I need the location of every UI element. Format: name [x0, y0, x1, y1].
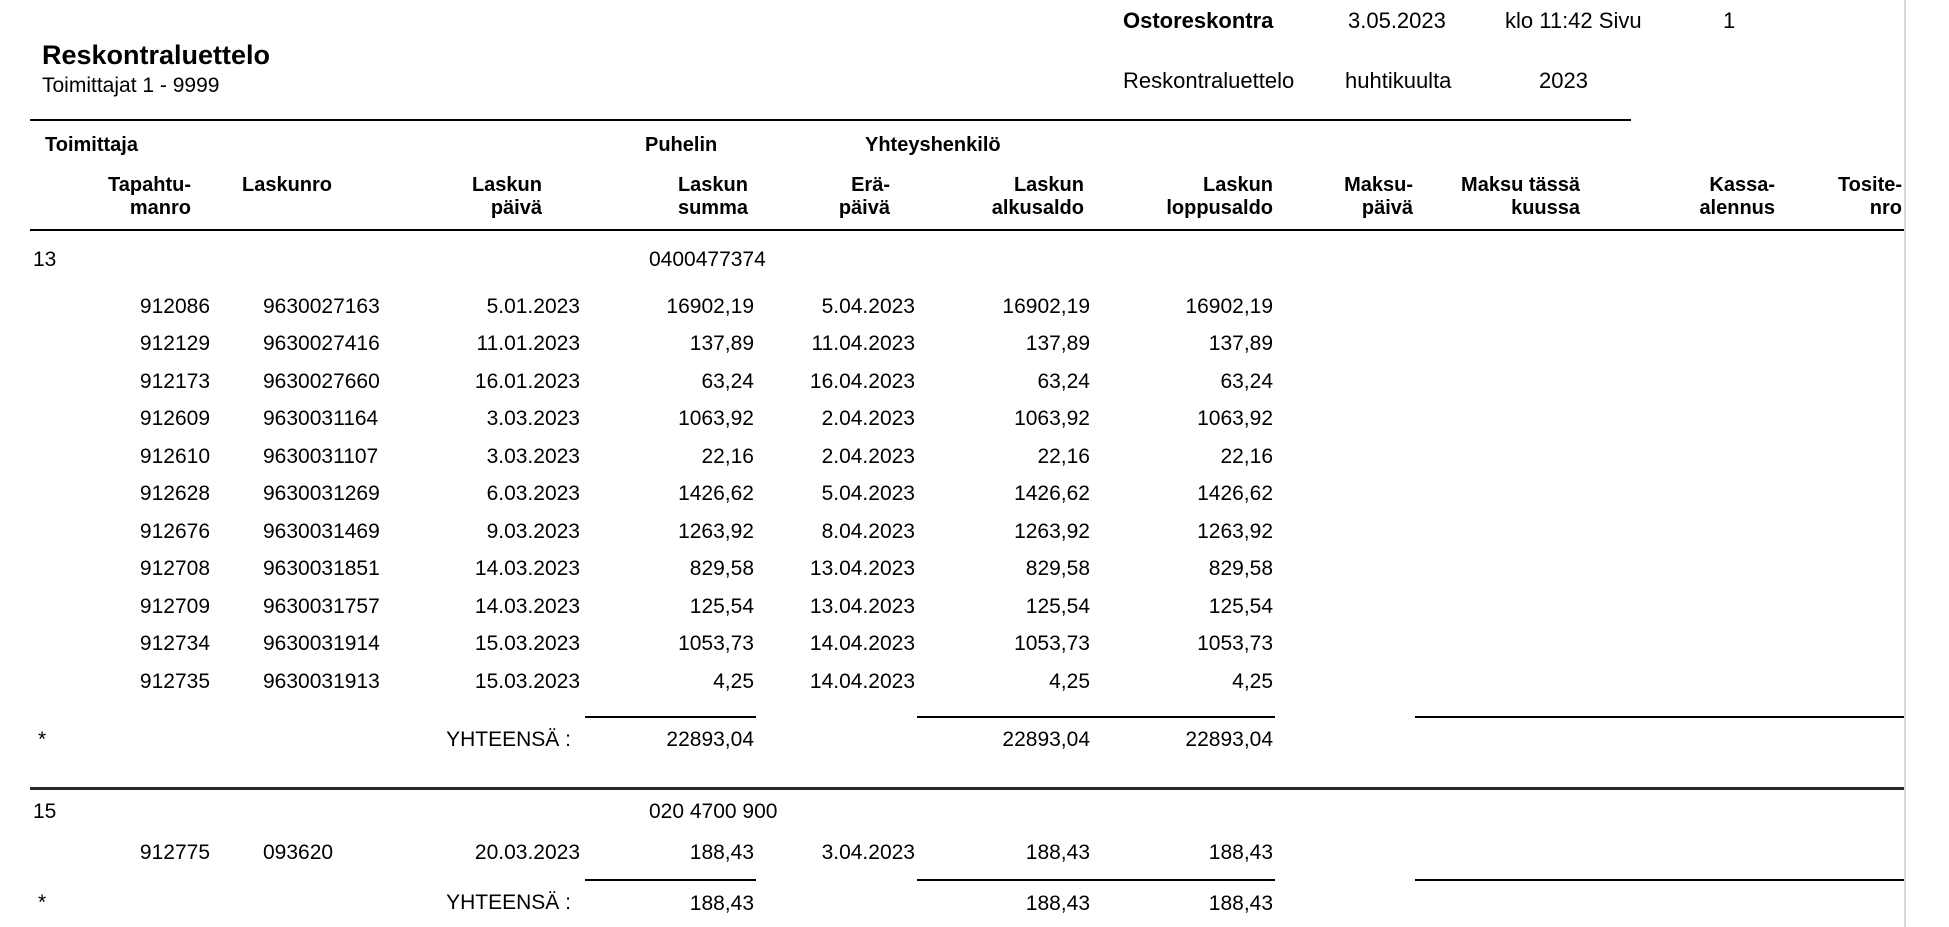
total-underline — [585, 701, 756, 717]
column-header-line1: Laskun — [677, 174, 748, 196]
cell-laskun_paiva: 3.03.2023 — [486, 444, 580, 468]
cell-laskun_summa: 4,25 — [713, 669, 754, 693]
header-rule — [30, 119, 1631, 121]
column-header-alkusaldo — [917, 168, 1092, 230]
total-row — [30, 880, 1904, 926]
underline-spacer — [210, 872, 440, 880]
total-underline — [1582, 872, 1904, 880]
cell-loppusaldo: 1263,92 — [1197, 519, 1274, 543]
invoice-row — [30, 288, 1904, 326]
ledger-table — [30, 122, 1904, 926]
cell-tapahtumanro: 912628 — [139, 482, 210, 506]
cell-kassa_alennus — [1582, 438, 1777, 476]
group-header-puhelin: Puhelin — [645, 133, 718, 156]
page-number: 1 — [1723, 8, 1736, 33]
cell-maksupaiva — [1275, 551, 1415, 589]
cell-maksu_kuussa — [1415, 663, 1582, 701]
cell-tositenro — [1777, 513, 1904, 551]
group-header-yhteyshenkilo: Yhteyshenkilö — [865, 133, 1001, 156]
invoice-row — [30, 476, 1904, 514]
cell-erapaiva: 3.04.2023 — [821, 841, 915, 865]
invoice-row — [30, 663, 1904, 701]
cell-maksu_kuussa — [1415, 626, 1582, 664]
row-indent-cell — [30, 551, 100, 589]
total-marker-cell: * — [38, 891, 47, 914]
cell-alkusaldo: 63,24 — [1037, 369, 1090, 393]
cell-laskun_summa: 137,89 — [689, 332, 754, 356]
underline-spacer — [1275, 872, 1415, 880]
cell-laskun_paiva: 6.03.2023 — [486, 482, 580, 506]
cell-alkusaldo: 188,43 — [1025, 841, 1090, 865]
column-header-line1: Maksu- — [1344, 174, 1414, 196]
underline-spacer — [756, 872, 917, 880]
total-label-cell: YHTEENSÄ : — [446, 891, 571, 914]
cell-tapahtumanro: 912609 — [139, 407, 210, 431]
cell-laskunro: 9630031914 — [263, 632, 380, 656]
cell-kassa_alennus — [1582, 626, 1777, 664]
cell-laskun_paiva: 3.03.2023 — [486, 407, 580, 431]
cell-erapaiva: 5.04.2023 — [821, 294, 915, 318]
column-header-laskunro — [210, 168, 440, 230]
cell-erapaiva: 14.04.2023 — [809, 669, 915, 693]
cell-alkusaldo: 4,25 — [1049, 669, 1090, 693]
cell-maksupaiva — [1275, 288, 1415, 326]
cell-loppusaldo: 137,89 — [1208, 332, 1274, 356]
cell-erapaiva: 16.04.2023 — [809, 369, 915, 393]
period-year: 2023 — [1539, 68, 1588, 93]
cell-laskun_paiva: 20.03.2023 — [474, 841, 580, 865]
column-header-line1: Laskun — [1013, 174, 1084, 196]
column-header-erapaiva — [756, 168, 917, 230]
underline-spacer — [100, 872, 210, 880]
row-indent-cell — [30, 626, 100, 664]
supplier-row — [30, 789, 1904, 835]
invoice-row — [30, 626, 1904, 664]
period-report-label: Reskontraluettelo — [1123, 68, 1295, 93]
cell-tositenro — [1777, 476, 1904, 514]
column-header-maksupaiva — [1275, 168, 1415, 230]
column-header-line2: alkusaldo — [991, 197, 1084, 219]
underline-spacer — [210, 701, 440, 717]
cell-laskun_paiva: 14.03.2023 — [474, 557, 580, 581]
supplier-gap-cell — [210, 789, 585, 835]
supplier-rest-cell — [917, 230, 1904, 288]
cell-kassa_alennus — [1582, 363, 1777, 401]
cell-laskun_summa: 125,54 — [689, 594, 754, 618]
cell-laskunro: 9630031107 — [263, 444, 379, 468]
cell-maksupaiva — [1275, 588, 1415, 626]
row-indent-cell — [30, 663, 100, 701]
cell-kassa_alennus — [1582, 588, 1777, 626]
underline-spacer — [1275, 701, 1415, 717]
total-spacer — [756, 880, 917, 926]
cell-loppusaldo: 188,43 — [1208, 841, 1274, 865]
invoice-row — [30, 401, 1904, 439]
section-separator — [30, 763, 1904, 789]
cell-maksu_kuussa — [1415, 476, 1582, 514]
row-indent-cell — [30, 363, 100, 401]
total-loppusaldo: 188,43 — [1208, 891, 1274, 915]
group-header-toimittaja: Toimittaja — [45, 133, 138, 156]
column-header-line1: Kassa- — [1709, 174, 1776, 196]
column-header-line2: loppusaldo — [1166, 197, 1274, 219]
cell-laskun_paiva: 9.03.2023 — [486, 519, 580, 543]
cell-laskunro: 9630031269 — [263, 482, 380, 506]
cell-laskun_summa: 1063,92 — [678, 407, 754, 431]
group-header-spacer — [210, 122, 440, 168]
group-header-row — [30, 122, 1904, 168]
cell-tapahtumanro: 912173 — [139, 369, 210, 393]
cell-tositenro — [1777, 551, 1904, 589]
cell-kassa_alennus — [1582, 401, 1777, 439]
cell-loppusaldo: 1426,62 — [1197, 482, 1274, 506]
cell-kassa_alennus — [1582, 551, 1777, 589]
total-marker-cell: * — [38, 727, 47, 751]
column-header-tositenro — [1777, 168, 1904, 230]
cell-erapaiva: 13.04.2023 — [809, 557, 915, 581]
time-and-page-label: klo 11:42 Sivu — [1505, 8, 1642, 33]
cell-erapaiva: 11.04.2023 — [811, 332, 915, 356]
cell-maksu_kuussa — [1415, 588, 1582, 626]
cell-alkusaldo: 1053,73 — [1014, 632, 1090, 656]
invoice-row — [30, 438, 1904, 476]
column-header-line2: nro — [1869, 197, 1903, 219]
cell-alkusaldo: 125,54 — [1025, 594, 1090, 618]
total-row — [30, 717, 1904, 763]
cell-laskun_summa: 1426,62 — [678, 482, 754, 506]
column-header-line1: Maksu tässä — [1461, 174, 1581, 196]
cell-laskun_paiva: 15.03.2023 — [474, 669, 580, 693]
invoice-row — [30, 835, 1904, 873]
cell-tapahtumanro: 912676 — [139, 519, 210, 543]
cell-loppusaldo: 4,25 — [1232, 669, 1274, 693]
row-indent-cell — [30, 438, 100, 476]
cell-laskunro: 9630031164 — [263, 407, 379, 431]
supplier-id-cell: 15 — [33, 800, 57, 824]
column-header-tapahtumanro — [100, 168, 210, 230]
cell-maksu_kuussa — [1415, 551, 1582, 589]
total-spacer — [100, 880, 210, 926]
cell-laskunro: 9630031913 — [263, 669, 380, 693]
cell-maksu_kuussa — [1415, 326, 1582, 364]
total-spacer — [756, 717, 917, 763]
total-spacer — [1275, 717, 1904, 763]
cell-kassa_alennus — [1582, 663, 1777, 701]
total-laskun-summa: 22893,04 — [666, 728, 754, 751]
cell-maksu_kuussa — [1415, 401, 1582, 439]
cell-laskunro: 9630031757 — [263, 594, 380, 618]
cell-alkusaldo: 829,58 — [1025, 557, 1090, 581]
underline-spacer — [30, 872, 100, 880]
cell-maksupaiva — [1275, 326, 1415, 364]
invoice-row — [30, 363, 1904, 401]
cell-tositenro — [1777, 326, 1904, 364]
supplier-row — [30, 230, 1904, 288]
cell-laskun_summa: 22,16 — [701, 444, 754, 468]
cell-kassa_alennus — [1582, 326, 1777, 364]
total-underline-row — [30, 701, 1904, 717]
cell-laskunro: 9630031469 — [263, 519, 380, 543]
cell-tositenro — [1777, 835, 1904, 873]
total-underline — [1415, 872, 1582, 880]
column-header-line1: Erä- — [851, 174, 890, 196]
cell-tositenro — [1777, 363, 1904, 401]
total-underline — [1092, 872, 1275, 880]
supplier-gap-cell — [210, 230, 585, 288]
cell-alkusaldo: 1063,92 — [1014, 407, 1090, 431]
ledger-table-body — [30, 230, 1904, 926]
cell-alkusaldo: 1263,92 — [1014, 519, 1090, 543]
cell-tositenro — [1777, 401, 1904, 439]
total-loppusaldo: 22893,04 — [1185, 728, 1274, 751]
cell-erapaiva: 5.04.2023 — [821, 482, 915, 506]
cell-laskun_paiva: 15.03.2023 — [474, 632, 580, 656]
cell-maksupaiva — [1275, 363, 1415, 401]
group-header-spacer — [1275, 122, 1904, 168]
underline-spacer — [440, 701, 585, 717]
print-date: 3.05.2023 — [1348, 8, 1446, 33]
report-title: Reskontraluettelo — [42, 40, 271, 70]
cell-loppusaldo: 16902,19 — [1185, 294, 1274, 318]
cell-laskunro: 9630027416 — [263, 332, 380, 356]
underline-spacer — [440, 872, 585, 880]
cell-kassa_alennus — [1582, 476, 1777, 514]
cell-maksu_kuussa — [1415, 835, 1582, 873]
cell-laskunro: 093620 — [263, 841, 334, 865]
cell-tapahtumanro: 912734 — [139, 632, 210, 656]
total-label-cell: YHTEENSÄ : — [446, 727, 571, 751]
underline-spacer — [756, 701, 917, 717]
column-header-line2: päivä — [838, 197, 890, 219]
cell-maksu_kuussa — [1415, 513, 1582, 551]
cell-alkusaldo: 16902,19 — [1002, 294, 1090, 318]
underline-spacer — [100, 701, 210, 717]
column-header-line2: summa — [677, 197, 748, 219]
cell-maksupaiva — [1275, 835, 1415, 873]
total-underline — [1415, 701, 1582, 717]
period-month: huhtikuulta — [1345, 68, 1452, 93]
total-underline — [1582, 701, 1904, 717]
cell-tositenro — [1777, 288, 1904, 326]
cell-loppusaldo: 63,24 — [1220, 369, 1274, 393]
column-header-spacer — [30, 168, 100, 230]
cell-maksupaiva — [1275, 513, 1415, 551]
cell-laskun_summa: 188,43 — [689, 841, 754, 865]
cell-maksupaiva — [1275, 663, 1415, 701]
cell-laskun_summa: 829,58 — [689, 557, 754, 581]
supplier-phone-cell: 0400477374 — [649, 247, 766, 271]
underline-spacer — [30, 701, 100, 717]
column-header-maksu_kuussa — [1415, 168, 1582, 230]
row-indent-cell — [30, 835, 100, 873]
column-header-line1: Laskun — [1202, 174, 1274, 196]
supplier-phone-cell: 020 4700 900 — [649, 800, 778, 824]
supplier-rest-cell — [917, 789, 1904, 835]
column-header-loppusaldo — [1092, 168, 1275, 230]
total-underline — [1092, 701, 1275, 717]
cell-maksu_kuussa — [1415, 438, 1582, 476]
cell-loppusaldo: 829,58 — [1208, 557, 1274, 581]
row-indent-cell — [30, 513, 100, 551]
cell-erapaiva: 8.04.2023 — [821, 519, 915, 543]
cell-tositenro — [1777, 438, 1904, 476]
row-indent-cell — [30, 401, 100, 439]
page-edge-line — [1904, 0, 1906, 927]
section-separator-line — [30, 763, 1904, 789]
cell-tositenro — [1777, 663, 1904, 701]
cell-tapahtumanro: 912735 — [139, 669, 210, 693]
cell-tapahtumanro: 912708 — [139, 557, 210, 581]
cell-loppusaldo: 22,16 — [1220, 444, 1274, 468]
supplier-id-cell: 13 — [33, 247, 57, 271]
cell-laskun_paiva: 5.01.2023 — [486, 294, 580, 318]
column-header-line1: Laskunro — [242, 174, 333, 196]
row-indent-cell — [30, 326, 100, 364]
cell-loppusaldo: 1053,73 — [1197, 632, 1274, 656]
cell-loppusaldo: 1063,92 — [1197, 407, 1274, 431]
cell-laskunro: 9630027660 — [263, 369, 380, 393]
cell-tapahtumanro: 912129 — [139, 332, 210, 356]
report-range-subtitle: Toimittajat 1 - 9999 — [42, 74, 220, 97]
cell-erapaiva: 13.04.2023 — [809, 594, 915, 618]
cell-tapahtumanro: 912610 — [139, 444, 210, 468]
cell-laskun_paiva: 11.01.2023 — [476, 332, 580, 356]
column-header-line2: päivä — [490, 197, 542, 219]
cell-laskun_summa: 63,24 — [701, 369, 754, 393]
cell-tapahtumanro: 912775 — [139, 841, 210, 865]
invoice-row — [30, 551, 1904, 589]
cell-tapahtumanro: 912086 — [139, 294, 210, 318]
cell-laskun_paiva: 16.01.2023 — [474, 369, 580, 393]
invoice-row — [30, 588, 1904, 626]
cell-alkusaldo: 137,89 — [1025, 332, 1090, 356]
cell-kassa_alennus — [1582, 288, 1777, 326]
row-indent-cell — [30, 288, 100, 326]
cell-erapaiva: 2.04.2023 — [821, 407, 915, 431]
total-underline — [917, 872, 1092, 880]
cell-laskunro: 9630031851 — [263, 557, 380, 581]
total-alkusaldo: 22893,04 — [1002, 728, 1090, 751]
cell-tositenro — [1777, 588, 1904, 626]
cell-alkusaldo: 1426,62 — [1014, 482, 1090, 506]
invoice-row — [30, 326, 1904, 364]
cell-maksupaiva — [1275, 626, 1415, 664]
cell-maksu_kuussa — [1415, 363, 1582, 401]
total-underline — [917, 701, 1092, 717]
cell-kassa_alennus — [1582, 513, 1777, 551]
cell-maksupaiva — [1275, 476, 1415, 514]
column-header-line2: kuussa — [1511, 197, 1581, 219]
cell-tositenro — [1777, 626, 1904, 664]
column-header-line2: päivä — [1361, 197, 1414, 219]
column-header-row — [30, 168, 1904, 230]
total-spacer — [1275, 880, 1904, 926]
column-header-line1: Laskun — [471, 174, 542, 196]
column-header-line1: Tapahtu- — [108, 174, 191, 196]
column-header-line2: alennus — [1699, 197, 1776, 219]
total-alkusaldo: 188,43 — [1025, 891, 1090, 915]
column-header-kassa_alennus — [1582, 168, 1777, 230]
row-indent-cell — [30, 476, 100, 514]
cell-laskun_summa: 1053,73 — [678, 632, 754, 656]
cell-maksu_kuussa — [1415, 288, 1582, 326]
cell-laskunro: 9630027163 — [263, 294, 380, 318]
cell-loppusaldo: 125,54 — [1208, 594, 1274, 618]
cell-tapahtumanro: 912709 — [139, 594, 210, 618]
cell-alkusaldo: 22,16 — [1037, 444, 1090, 468]
cell-maksupaiva — [1275, 401, 1415, 439]
cell-erapaiva: 2.04.2023 — [821, 444, 915, 468]
cell-erapaiva: 14.04.2023 — [809, 632, 915, 656]
cell-maksupaiva — [1275, 438, 1415, 476]
column-header-laskun_paiva — [440, 168, 585, 230]
total-spacer — [100, 717, 210, 763]
group-header-spacer — [440, 122, 585, 168]
app-title: Ostoreskontra — [1123, 8, 1274, 33]
total-laskun-summa: 188,43 — [689, 891, 754, 915]
column-header-laskun_summa — [585, 168, 756, 230]
cell-laskun_paiva: 14.03.2023 — [474, 594, 580, 618]
total-underline — [585, 872, 756, 880]
cell-laskun_summa: 1263,92 — [678, 519, 754, 543]
column-header-line1: Tosite- — [1837, 174, 1903, 196]
column-header-line2: manro — [129, 197, 191, 219]
invoice-row — [30, 513, 1904, 551]
row-indent-cell — [30, 588, 100, 626]
cell-laskun_summa: 16902,19 — [666, 294, 754, 318]
total-underline-row — [30, 872, 1904, 880]
cell-kassa_alennus — [1582, 835, 1777, 873]
